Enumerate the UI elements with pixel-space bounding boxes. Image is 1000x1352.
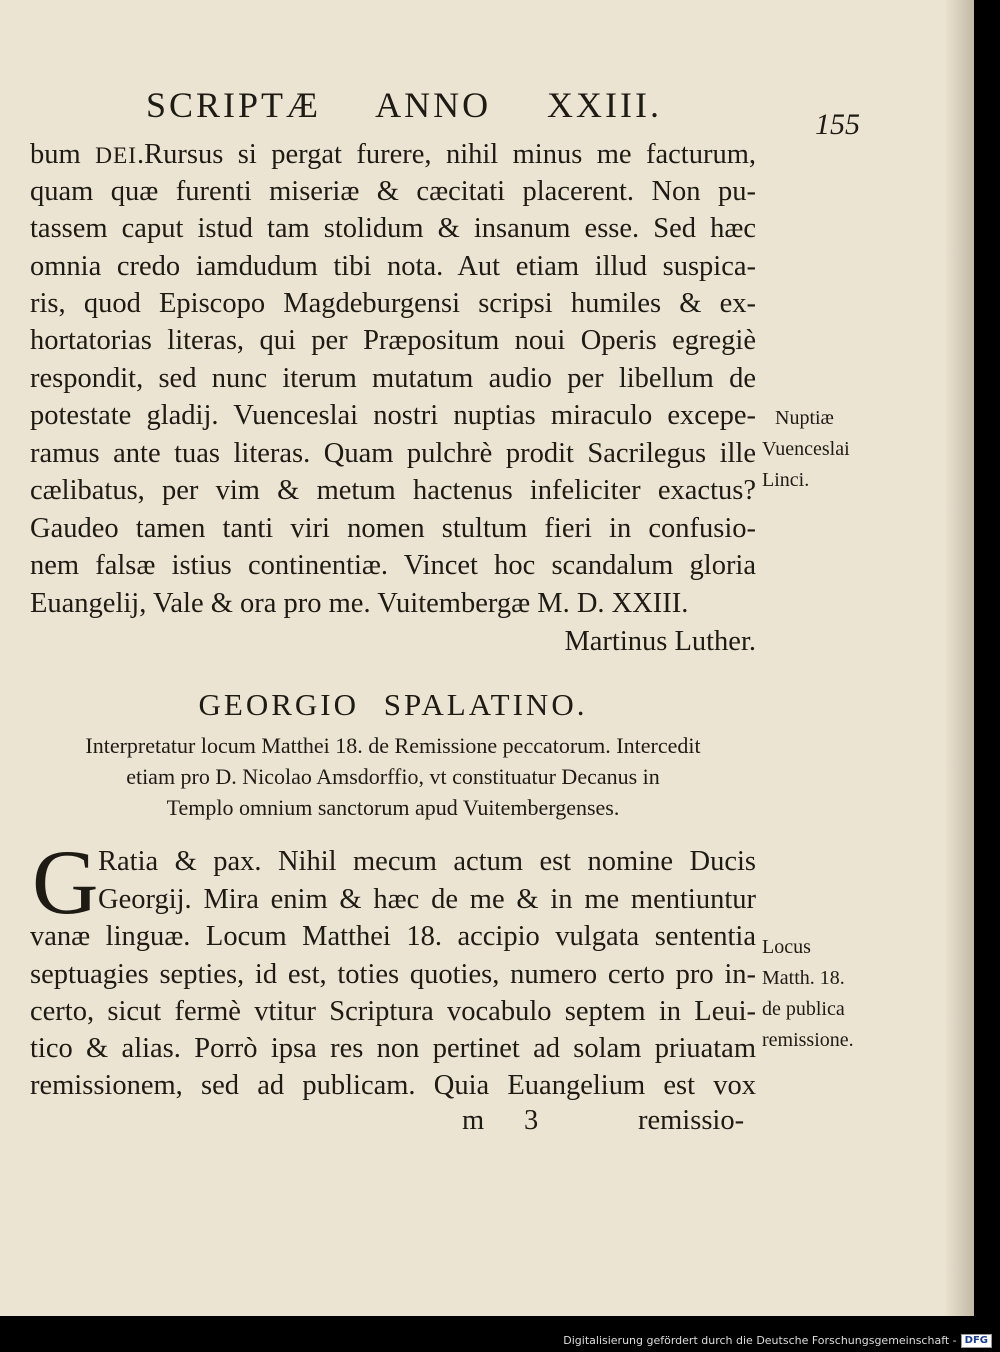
signature: Martinus Luther. bbox=[564, 626, 756, 657]
text-line: Ratia & pax. Nihil mecum actum est nomine Ducis bbox=[98, 846, 756, 877]
text-line: Georgij. Mira enim & hæc de me & in me mentiuntur bbox=[98, 884, 756, 915]
text-line: omnia credo iamdudum tibi nota. Aut etiam illud suspica- bbox=[30, 251, 756, 282]
margin-note-line: de publica bbox=[762, 998, 845, 1020]
text-line: potestate gladij. Vuenceslai nostri nuptias miraculo excepe- bbox=[30, 400, 756, 431]
text-line: cælibatus, per vim & metum hactenus infeliciter exactus? bbox=[30, 475, 756, 506]
text-line: vanæ linguæ. Locum Matthei 18. accipio vulgata sententia bbox=[30, 921, 756, 952]
signature-mark: m bbox=[462, 1105, 485, 1136]
text-line: hortatorias literas, qui per Præpositum noui Operis egregiè bbox=[30, 325, 756, 356]
summary-line: Templo omnium sanctorum apud Vuitembergenses. bbox=[166, 795, 620, 820]
text-line: tassem caput istud tam stolidum & insanum esse. Sed hæc bbox=[30, 213, 756, 244]
text-line: Gaudeo tamen tanti viri nomen stultum fieri in confusio- bbox=[30, 513, 756, 544]
summary-line: Interpretatur locum Matthei 18. de Remissione peccatorum. Intercedit bbox=[85, 733, 701, 758]
margin-note-line: Matth. 18. bbox=[762, 967, 845, 989]
text-line: certo, sicut fermè vtitur Scriptura vocabulo septem in Leui- bbox=[30, 996, 756, 1027]
small-caps-word: DEI bbox=[95, 143, 138, 169]
text-line: quam quæ furenti miseriæ & cæcitati placerent. Non pu- bbox=[30, 176, 756, 207]
margin-note-line: Vuenceslai bbox=[762, 438, 850, 460]
funding-credit-text: Digitalisierung gefördert durch die Deutsche Forschungsgemeinschaft - bbox=[563, 1334, 957, 1347]
text-line: ris, quod Episcopo Magdeburgensi scripsi humiles & ex- bbox=[30, 288, 756, 319]
margin-note-line: Nuptiæ bbox=[775, 407, 834, 429]
margin-note-line: Locus bbox=[762, 936, 811, 958]
funding-credit bbox=[563, 1334, 992, 1348]
drop-cap: G bbox=[32, 831, 99, 933]
text-line: respondit, sed nunc iterum mutatum audio per libellum de bbox=[30, 363, 756, 394]
text-line: nem falsæ istius continentiæ. Vincet hoc scandalum gloria bbox=[30, 550, 756, 581]
text-line: septuagies septies, id est, toties quoties, numero certo pro in- bbox=[30, 959, 756, 990]
catchword: remissio- bbox=[638, 1105, 745, 1136]
summary-line: etiam pro D. Nicolao Amsdorffio, vt constituatur Decanus in bbox=[126, 764, 660, 789]
text-line: tico & alias. Porrò ipsa res non pertinet ad solam priuatam bbox=[30, 1033, 756, 1064]
text-line: remissionem, sed ad publicam. Quia Euangelium est vox bbox=[30, 1070, 756, 1101]
text-line: Euangelij, Vale & ora pro me. Vuitembergæ M. D. XXIII. bbox=[30, 588, 689, 619]
running-head: SCRIPTÆ ANNO XXIII. bbox=[146, 85, 663, 125]
margin-note-line: remissione. bbox=[762, 1029, 854, 1051]
text-line: ramus ante tuas literas. Quam pulchrè prodit Sacrilegus ille bbox=[30, 438, 756, 469]
letter-heading: GEORGIO SPALATINO. bbox=[198, 687, 588, 722]
text-line: bum DEI.Rursus si pergat furere, nihil minus me facturum, bbox=[30, 139, 756, 170]
page-number: 155 bbox=[815, 108, 860, 141]
dfg-logo-icon: DFG bbox=[961, 1334, 992, 1348]
margin-note-line: Linci. bbox=[762, 469, 810, 491]
signature-number: 3 bbox=[524, 1105, 539, 1136]
